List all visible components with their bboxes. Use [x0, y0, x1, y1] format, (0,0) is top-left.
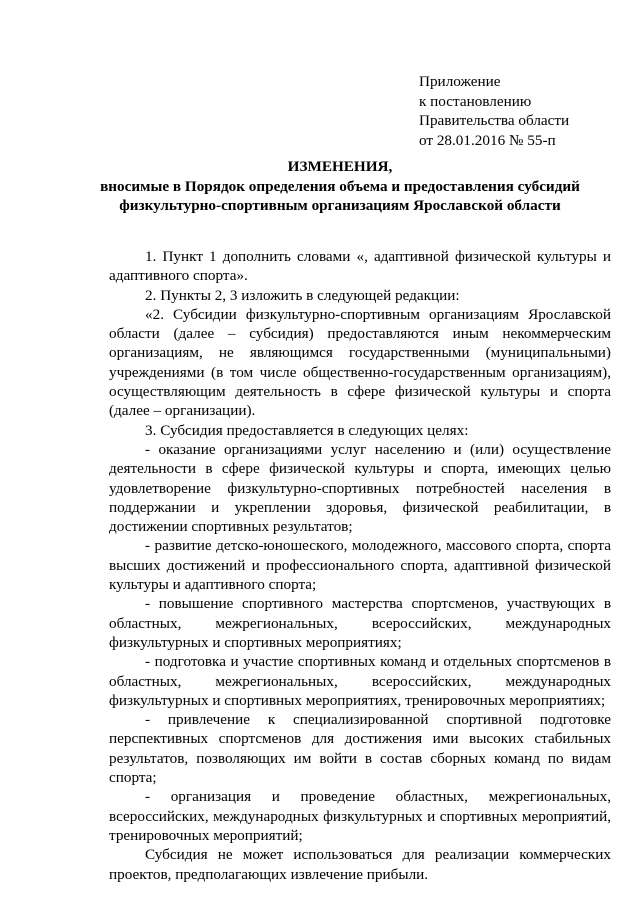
document-title — [60, 157, 620, 216]
list-item: - организация и проведение областных, межрегиональных, всероссийских, международных физкультурных и спортивных мероприятий, тренировочных мероприятий; — [109, 788, 611, 844]
title-subheading-line: вносимые в Порядок определения объема и предоставления субсидий — [100, 177, 580, 195]
list-item: - развитие детско-юношеского, молодежного, массового спорта, спорта высших достижений и профессионального спорта, адаптивной физической культуры и адаптивного спорта; — [109, 537, 611, 594]
appendix-line: Правительства области — [419, 112, 570, 130]
paragraph: 3. Субсидия предоставляется в следующих целях: — [145, 421, 469, 439]
paragraph: 1. Пункт 1 дополнить словами «, адаптивной физической культуры и адаптивного спорта». — [109, 248, 611, 285]
paragraph: «2. Субсидии физкультурно-спортивным организациям Ярославской области (далее – субсидия) предоставляются иным некоммерческим организациям, не являющимся государственными (муниципальными) учреждениями (в том числе общественно-государственным организациям), осуществляющим деятельность в сфере физической культуры и спорта (далее – организации). — [109, 305, 611, 420]
title-heading: ИЗМЕНЕНИЯ, — [287, 158, 393, 175]
appendix-line: к постановлению — [419, 92, 532, 110]
list-item: - привлечение к специализированной спортивной подготовке перспективных спортсменов для достижения ими высоких стабильных результатов, позволяющих им войти в состав сборных команд по видам спорта; — [109, 711, 611, 787]
list-item: - подготовка и участие спортивных команд и отдельных спортсменов в областных, межрегиональных, всероссийских, международных физкультурных и спортивных мероприятиях, тренировочных мероприятиях; — [109, 653, 611, 709]
title-subheading-line: физкультурно-спортивным организациям Ярославской области — [119, 197, 561, 214]
appendix-date-number: от 28.01.2016 № 55-п — [419, 131, 556, 149]
paragraph: 2. Пункты 2, 3 изложить в следующей редакции: — [145, 286, 460, 304]
appendix-line: Приложение — [419, 73, 501, 90]
list-item: - оказание организациями услуг населению и (или) осуществление деятельности в сфере физической культуры и спорта, имеющих целью удовлетворение физкультурно-спортивных потребностей населения в поддержании и укреплении здоровья, физической реабилитации, в достижении спортивных результатов; — [109, 440, 611, 536]
list-item: - повышение спортивного мастерства спортсменов, участвующих в областных, межрегиональных, всероссийских, международных физкультурных и спортивных мероприятиях; — [109, 595, 611, 651]
appendix-block — [419, 72, 569, 150]
paragraph: Субсидия не может использоваться для реализации коммерческих проектов, предполагающих извлечение прибыли. — [109, 846, 611, 883]
document-body — [109, 247, 611, 884]
